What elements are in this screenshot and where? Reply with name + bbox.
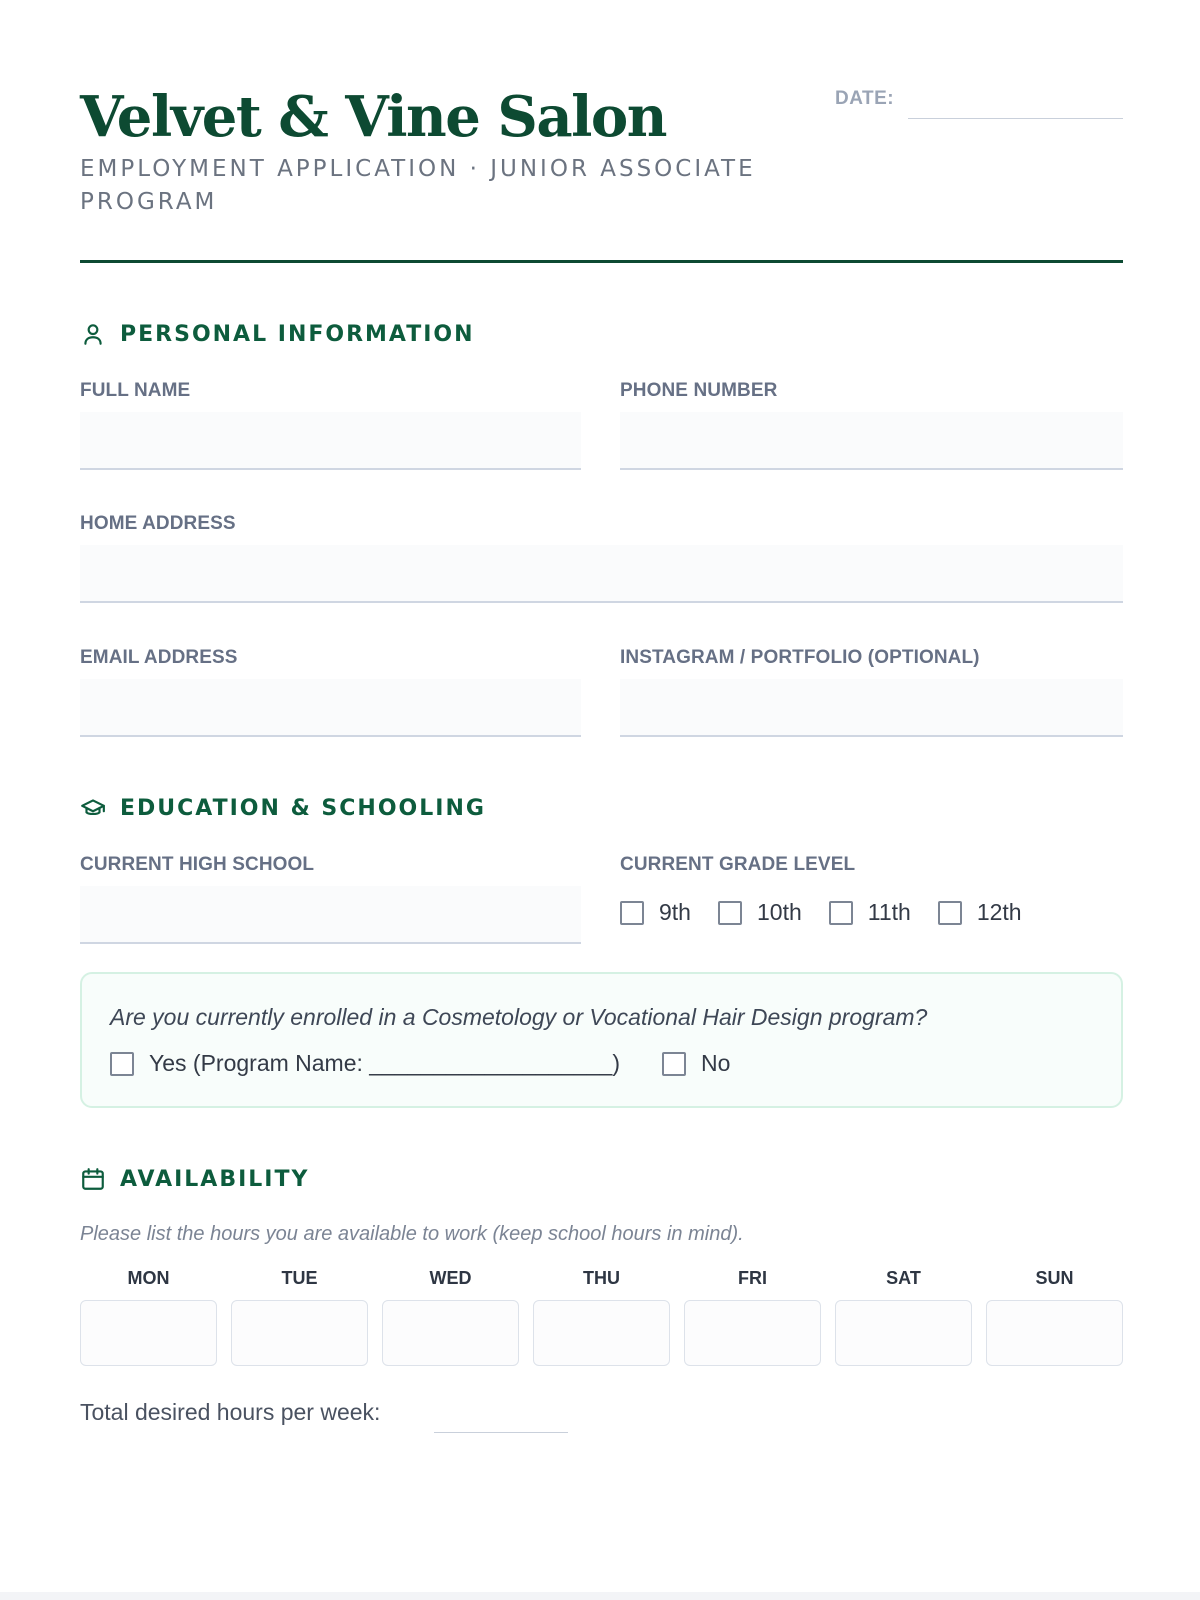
section-title-personal: PERSONAL INFORMATION: [120, 321, 475, 347]
calendar-icon: [80, 1166, 106, 1192]
instagram-field[interactable]: [620, 679, 1123, 737]
home-address-label: HOME ADDRESS: [80, 513, 236, 534]
email-label: EMAIL ADDRESS: [80, 647, 238, 668]
total-hours-field[interactable]: [434, 1432, 568, 1433]
section-availability: [80, 1163, 309, 1195]
form-subtitle: EMPLOYMENT APPLICATION · JUNIOR ASSOCIATE PROGRAM: [80, 156, 756, 215]
enrollment-question: Are you currently enrolled in a Cosmetology or Vocational Hair Design program?: [110, 1004, 928, 1030]
day-label-sat: SAT: [886, 1268, 921, 1288]
enrollment-yes-option[interactable]: [110, 1050, 620, 1077]
grade-option-11th[interactable]: [829, 899, 911, 926]
hours-box-mon[interactable]: [80, 1300, 217, 1366]
home-address-field[interactable]: [80, 545, 1123, 603]
hours-box-tue[interactable]: [231, 1300, 368, 1366]
person-icon: [80, 321, 106, 347]
grade-label-9th: 9th: [659, 899, 691, 925]
enrollment-no-option[interactable]: [662, 1050, 730, 1077]
email-field[interactable]: [80, 679, 581, 737]
full-name-label: FULL NAME: [80, 380, 191, 401]
grade-option-9th[interactable]: [620, 899, 691, 926]
checkbox[interactable]: [662, 1052, 686, 1076]
grade-options: [620, 899, 1022, 926]
day-label-wed: WED: [429, 1268, 472, 1288]
day-label-tue: TUE: [281, 1268, 318, 1288]
availability-note: Please list the hours you are available to work (keep school hours in mind).: [80, 1223, 744, 1245]
checkbox[interactable]: [938, 901, 962, 925]
section-personal-info: [80, 318, 475, 350]
checkbox[interactable]: [620, 901, 644, 925]
grade-label-10th: 10th: [756, 899, 802, 925]
instagram-label: INSTAGRAM / PORTFOLIO (OPTIONAL): [620, 647, 980, 668]
phone-field[interactable]: [620, 412, 1123, 470]
day-label-mon: MON: [127, 1268, 170, 1288]
section-title-education: EDUCATION & SCHOOLING: [120, 795, 486, 821]
phone-label: PHONE NUMBER: [620, 380, 778, 401]
date-label: DATE:: [835, 88, 895, 109]
hours-box-fri[interactable]: [684, 1300, 821, 1366]
full-name-field[interactable]: [80, 412, 581, 470]
hours-box-sat[interactable]: [835, 1300, 972, 1366]
header-divider: [80, 260, 1123, 263]
hours-box-sun[interactable]: [986, 1300, 1123, 1366]
day-label-sun: SUN: [1035, 1268, 1074, 1288]
salon-title: Velvet & Vine Salon: [80, 84, 666, 150]
graduation-cap-icon: [80, 795, 106, 821]
grade-level-label: CURRENT GRADE LEVEL: [620, 854, 856, 875]
total-hours-label: Total desired hours per week:: [80, 1399, 381, 1425]
grade-option-10th[interactable]: [718, 899, 802, 926]
grade-label-12th: 12th: [976, 899, 1022, 925]
day-label-fri: FRI: [738, 1268, 767, 1288]
checkbox[interactable]: [829, 901, 853, 925]
hours-box-wed[interactable]: [382, 1300, 519, 1366]
grade-option-12th[interactable]: [938, 899, 1022, 926]
enrollment-no-label: No: [700, 1050, 731, 1076]
high-school-field[interactable]: [80, 886, 581, 944]
checkbox[interactable]: [110, 1052, 134, 1076]
date-field[interactable]: [908, 118, 1123, 119]
section-title-availability: AVAILABILITY: [120, 1166, 310, 1192]
grade-label-11th: 11th: [867, 899, 911, 925]
enrollment-callout: [80, 972, 1123, 1108]
enrollment-options: [110, 1050, 730, 1077]
high-school-label: CURRENT HIGH SCHOOL: [80, 854, 315, 875]
enrollment-yes-label: Yes (Program Name: ___________________): [149, 1050, 620, 1076]
checkbox[interactable]: [718, 901, 742, 925]
day-label-thu: THU: [583, 1268, 620, 1288]
hours-box-thu[interactable]: [533, 1300, 670, 1366]
section-education: [80, 792, 486, 824]
